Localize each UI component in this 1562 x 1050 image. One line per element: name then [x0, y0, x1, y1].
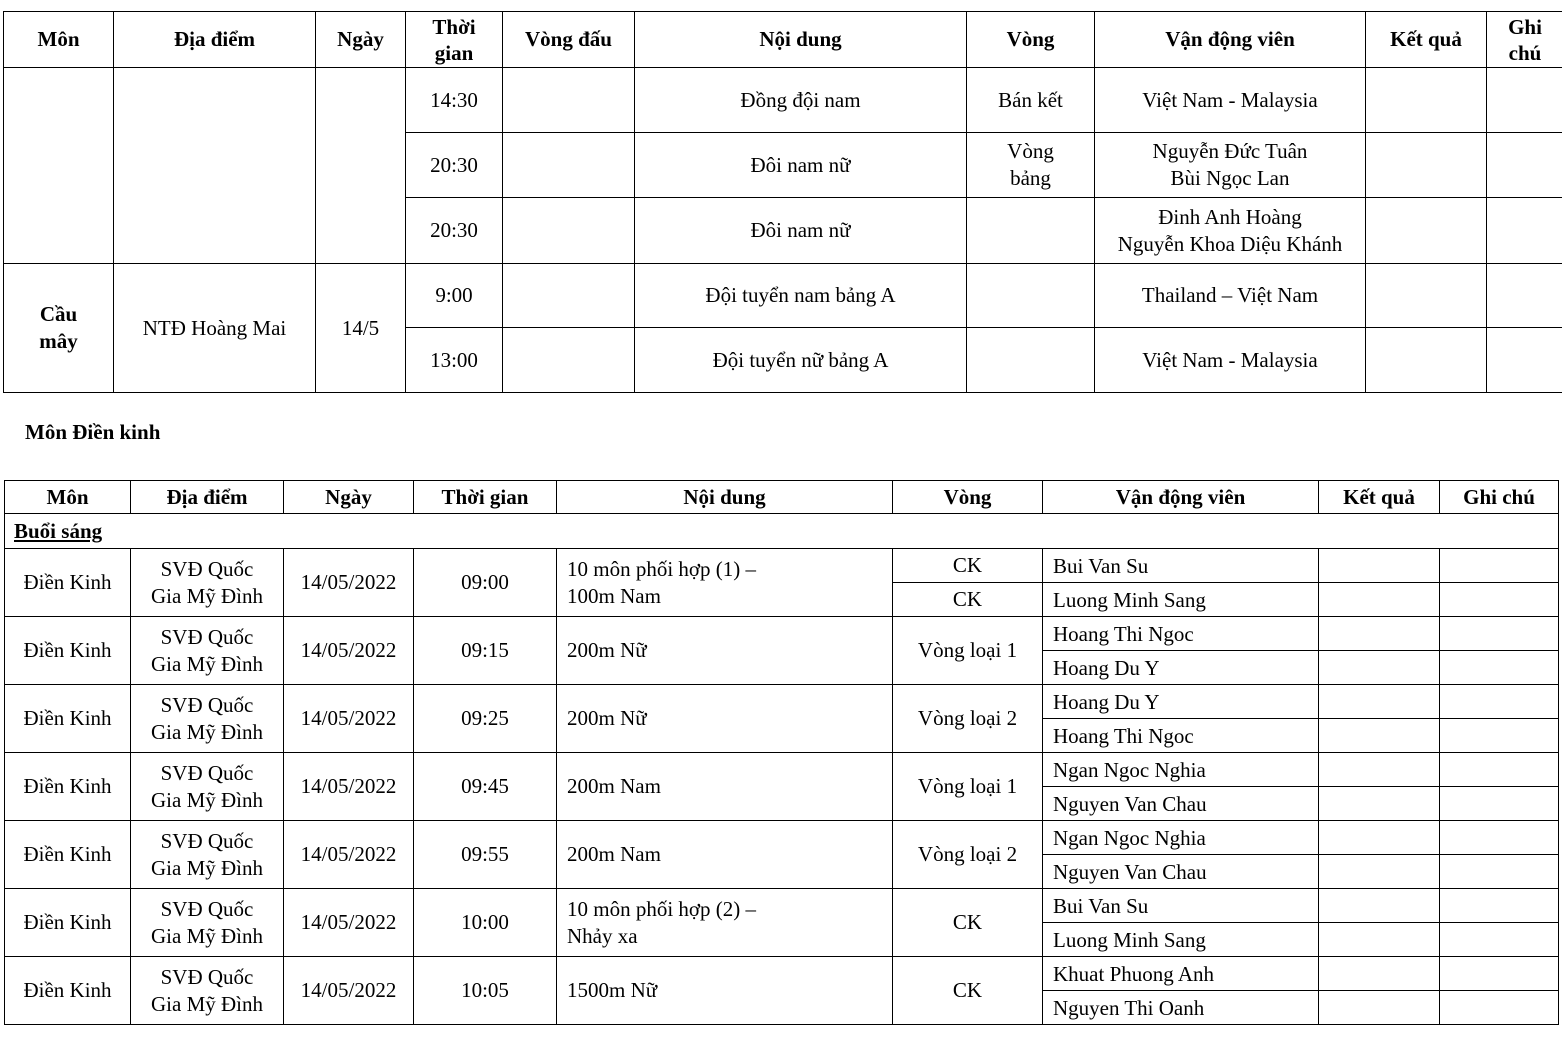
result-cell: [1366, 68, 1487, 133]
round-cell: [967, 328, 1095, 393]
header-thoi-gian-line1: Thời: [432, 14, 476, 39]
venue-line: Gia Mỹ Đình: [151, 855, 263, 880]
result-cell: [1319, 787, 1440, 821]
time-cell: 09:00: [414, 549, 557, 617]
content-cell: [557, 821, 893, 889]
date-cell: 14/05/2022: [284, 753, 414, 821]
round-cell: Bán kết: [967, 68, 1095, 133]
athlete-name: Bùi Ngọc Lan: [1170, 166, 1290, 190]
header-noi-dung: Nội dung: [557, 481, 893, 514]
header-van-dong-vien: Vận động viên: [1095, 12, 1366, 68]
header-noi-dung: Nội dung: [635, 12, 967, 68]
result-cell: [1366, 264, 1487, 328]
venue-line: Gia Mỹ Đình: [151, 787, 263, 812]
header-ngay: Ngày: [284, 481, 414, 514]
round-cell: CK: [893, 957, 1043, 1025]
empty-venue-cell: [114, 68, 316, 264]
sport-cell: Điền Kinh: [5, 617, 131, 685]
athlete-cell: Hoang Du Y: [1043, 651, 1319, 685]
note-cell: [1440, 617, 1559, 651]
round-cell: [967, 133, 1095, 198]
round-line: Vòng: [1007, 139, 1054, 163]
athlete-cell: Hoang Du Y: [1043, 685, 1319, 719]
round-cell: CK: [893, 889, 1043, 957]
sport-cell: Điền Kinh: [5, 889, 131, 957]
note-cell: [1440, 753, 1559, 787]
time-cell: 09:45: [414, 753, 557, 821]
athletes-cell: [1095, 133, 1366, 198]
venue-line: SVĐ Quốc: [160, 760, 254, 785]
table-row: [5, 889, 1559, 923]
note-cell: [1487, 133, 1562, 198]
round-cell: Vòng loại 1: [893, 617, 1043, 685]
venue-cell: [131, 685, 284, 753]
venue-line: SVĐ Quốc: [160, 828, 254, 853]
header-thoi-gian-line2: gian: [434, 40, 474, 65]
content-line: 200m Nữ: [567, 638, 647, 662]
time-cell: 9:00: [406, 264, 503, 328]
note-cell: [1440, 855, 1559, 889]
empty-date-cell: [316, 68, 406, 264]
athletes-cell: [1095, 198, 1366, 264]
time-cell: 09:55: [414, 821, 557, 889]
header-vong-dau: Vòng đấu: [503, 12, 635, 68]
vong-dau-cell: [503, 264, 635, 328]
result-cell: [1319, 583, 1440, 617]
note-cell: [1487, 328, 1562, 393]
sport-cell-cau-may: [4, 264, 114, 393]
content-cell: Đội tuyển nam bảng A: [635, 264, 967, 328]
time-cell: 09:25: [414, 685, 557, 753]
content-line: 1500m Nữ: [567, 978, 658, 1002]
content-cell: Đôi nam nữ: [635, 133, 967, 198]
result-cell: [1319, 651, 1440, 685]
note-cell: [1440, 549, 1559, 583]
note-cell: [1440, 821, 1559, 855]
result-cell: [1366, 133, 1487, 198]
result-cell: [1319, 719, 1440, 753]
content-cell: Đôi nam nữ: [635, 198, 967, 264]
athlete-cell: Khuat Phuong Anh: [1043, 957, 1319, 991]
venue-cell: [131, 889, 284, 957]
table-row: [5, 957, 1559, 991]
content-line: 200m Nam: [567, 842, 661, 866]
sport-cell: Điền Kinh: [5, 957, 131, 1025]
sport-line: mây: [39, 329, 78, 353]
header-ngay: Ngày: [316, 12, 406, 68]
header-dia-diem: Địa điểm: [131, 481, 284, 514]
athlete-cell: Ngan Ngoc Nghia: [1043, 753, 1319, 787]
table-row: [5, 753, 1559, 787]
header-ghi-chu: Ghi chú: [1440, 481, 1559, 514]
content-line: 200m Nam: [567, 774, 661, 798]
round-cell: CK: [893, 583, 1043, 617]
result-cell: [1319, 753, 1440, 787]
date-cell: 14/05/2022: [284, 685, 414, 753]
athlete-cell: Nguyen Thi Oanh: [1043, 991, 1319, 1025]
athlete-name: Đinh Anh Hoàng: [1158, 204, 1302, 229]
vong-dau-cell: [503, 68, 635, 133]
result-cell: [1319, 889, 1440, 923]
schedule-table-dien-kinh: [4, 480, 1559, 1025]
content-cell: Đội tuyển nữ bảng A: [635, 328, 967, 393]
round-cell: Vòng loại 2: [893, 685, 1043, 753]
date-cell: 14/05/2022: [284, 957, 414, 1025]
content-cell: [557, 549, 893, 617]
result-cell: [1319, 549, 1440, 583]
venue-cell: [131, 821, 284, 889]
sport-cell: Điền Kinh: [5, 549, 131, 617]
athlete-name: Nguyễn Đức Tuân: [1152, 139, 1308, 163]
schedule-table-cau-may: [3, 11, 1562, 393]
header-ket-qua: Kết quả: [1319, 481, 1440, 514]
content-cell: [557, 617, 893, 685]
table-row: [4, 264, 1562, 328]
date-cell: 14/05/2022: [284, 889, 414, 957]
content-cell: [557, 957, 893, 1025]
time-cell: 10:05: [414, 957, 557, 1025]
result-cell: [1319, 957, 1440, 991]
athletes-cell: Thailand – Việt Nam: [1095, 264, 1366, 328]
session-label: Buổi sáng: [5, 514, 1559, 549]
round-cell: [967, 264, 1095, 328]
date-cell: 14/05/2022: [284, 617, 414, 685]
table-row: [5, 549, 1559, 583]
date-cell: 14/05/2022: [284, 821, 414, 889]
section-title: Môn Điền kinh: [25, 420, 161, 444]
time-cell: 10:00: [414, 889, 557, 957]
note-cell: [1440, 991, 1559, 1025]
table-row: [4, 68, 1562, 133]
athletes-cell: Việt Nam - Malaysia: [1095, 68, 1366, 133]
table1-header-row: [4, 12, 1562, 68]
venue-line: SVĐ Quốc: [160, 556, 254, 581]
athlete-cell: Luong Minh Sang: [1043, 583, 1319, 617]
round-line: bảng: [1010, 166, 1051, 190]
result-cell: [1319, 991, 1440, 1025]
round-cell: Vòng loại 1: [893, 753, 1043, 821]
venue-line: Gia Mỹ Đình: [151, 923, 263, 948]
content-cell: Đồng đội nam: [635, 68, 967, 133]
header-mon: Môn: [5, 481, 131, 514]
sport-cell: Điền Kinh: [5, 685, 131, 753]
header-vong: Vòng: [893, 481, 1043, 514]
content-cell: [557, 753, 893, 821]
header-mon: Môn: [4, 12, 114, 68]
venue-cell: [131, 753, 284, 821]
content-line: Nhảy xa: [567, 923, 638, 948]
time-cell: 20:30: [406, 133, 503, 198]
result-cell: [1319, 617, 1440, 651]
venue-line: SVĐ Quốc: [160, 964, 254, 989]
result-cell: [1366, 328, 1487, 393]
note-cell: [1440, 889, 1559, 923]
athlete-cell: Bui Van Su: [1043, 889, 1319, 923]
header-thoi-gian: [406, 12, 503, 68]
content-line: 10 môn phối hợp (2) –: [567, 896, 757, 921]
note-cell: [1440, 923, 1559, 957]
athlete-cell: Ngan Ngoc Nghia: [1043, 821, 1319, 855]
athletes-cell: Việt Nam - Malaysia: [1095, 328, 1366, 393]
athlete-cell: Hoang Thi Ngoc: [1043, 719, 1319, 753]
note-cell: [1440, 685, 1559, 719]
table-row: [5, 821, 1559, 855]
result-cell: [1319, 821, 1440, 855]
venue-line: Gia Mỹ Đình: [151, 719, 263, 744]
venue-line: Gia Mỹ Đình: [151, 991, 263, 1016]
date-cell: 14/05/2022: [284, 549, 414, 617]
header-ghi-chu: [1487, 12, 1562, 68]
venue-line: Gia Mỹ Đình: [151, 651, 263, 676]
athlete-name: Nguyễn Khoa Diệu Khánh: [1117, 231, 1343, 256]
note-cell: [1440, 583, 1559, 617]
content-line: 10 môn phối hợp (1) –: [567, 556, 757, 581]
venue-line: Gia Mỹ Đình: [151, 583, 263, 608]
venue-cell: [131, 549, 284, 617]
empty-sport-cell: [4, 68, 114, 264]
athlete-cell: Nguyen Van Chau: [1043, 855, 1319, 889]
venue-cell: [131, 957, 284, 1025]
time-cell: 13:00: [406, 328, 503, 393]
sport-line: Cầu: [39, 302, 78, 326]
content-line: 200m Nữ: [567, 706, 647, 730]
time-cell: 09:15: [414, 617, 557, 685]
result-cell: [1366, 198, 1487, 264]
note-cell: [1440, 719, 1559, 753]
round-cell: [967, 198, 1095, 264]
vong-dau-cell: [503, 198, 635, 264]
time-cell: 20:30: [406, 198, 503, 264]
note-cell: [1440, 787, 1559, 821]
vong-dau-cell: [503, 328, 635, 393]
venue-cell: NTĐ Hoàng Mai: [114, 264, 316, 393]
vong-dau-cell: [503, 133, 635, 198]
result-cell: [1319, 855, 1440, 889]
athlete-cell: Hoang Thi Ngoc: [1043, 617, 1319, 651]
table2-header-row: [5, 481, 1559, 514]
header-vong: Vòng: [967, 12, 1095, 68]
header-van-dong-vien: Vận động viên: [1043, 481, 1319, 514]
venue-line: SVĐ Quốc: [160, 624, 254, 649]
content-line: 100m Nam: [567, 583, 661, 608]
venue-cell: [131, 617, 284, 685]
venue-line: SVĐ Quốc: [160, 692, 254, 717]
athlete-cell: Bui Van Su: [1043, 549, 1319, 583]
date-cell: 14/5: [316, 264, 406, 393]
result-cell: [1319, 685, 1440, 719]
venue-line: SVĐ Quốc: [160, 896, 254, 921]
sport-cell: Điền Kinh: [5, 753, 131, 821]
sport-cell: Điền Kinh: [5, 821, 131, 889]
header-ghi-chu-line2: chú: [1508, 40, 1542, 65]
content-cell: [557, 889, 893, 957]
table-row: [5, 617, 1559, 651]
session-row: [5, 514, 1559, 549]
content-cell: [557, 685, 893, 753]
note-cell: [1440, 957, 1559, 991]
header-ket-qua: Kết quả: [1366, 12, 1487, 68]
note-cell: [1487, 198, 1562, 264]
note-cell: [1440, 651, 1559, 685]
header-dia-diem: Địa điểm: [114, 12, 316, 68]
header-thoi-gian: Thời gian: [414, 481, 557, 514]
round-cell: CK: [893, 549, 1043, 583]
time-cell: 14:30: [406, 68, 503, 133]
athlete-cell: Luong Minh Sang: [1043, 923, 1319, 957]
athlete-cell: Nguyen Van Chau: [1043, 787, 1319, 821]
round-cell: Vòng loại 2: [893, 821, 1043, 889]
note-cell: [1487, 264, 1562, 328]
note-cell: [1487, 68, 1562, 133]
header-ghi-chu-line1: Ghi: [1508, 14, 1542, 39]
result-cell: [1319, 923, 1440, 957]
table-row: [5, 685, 1559, 719]
